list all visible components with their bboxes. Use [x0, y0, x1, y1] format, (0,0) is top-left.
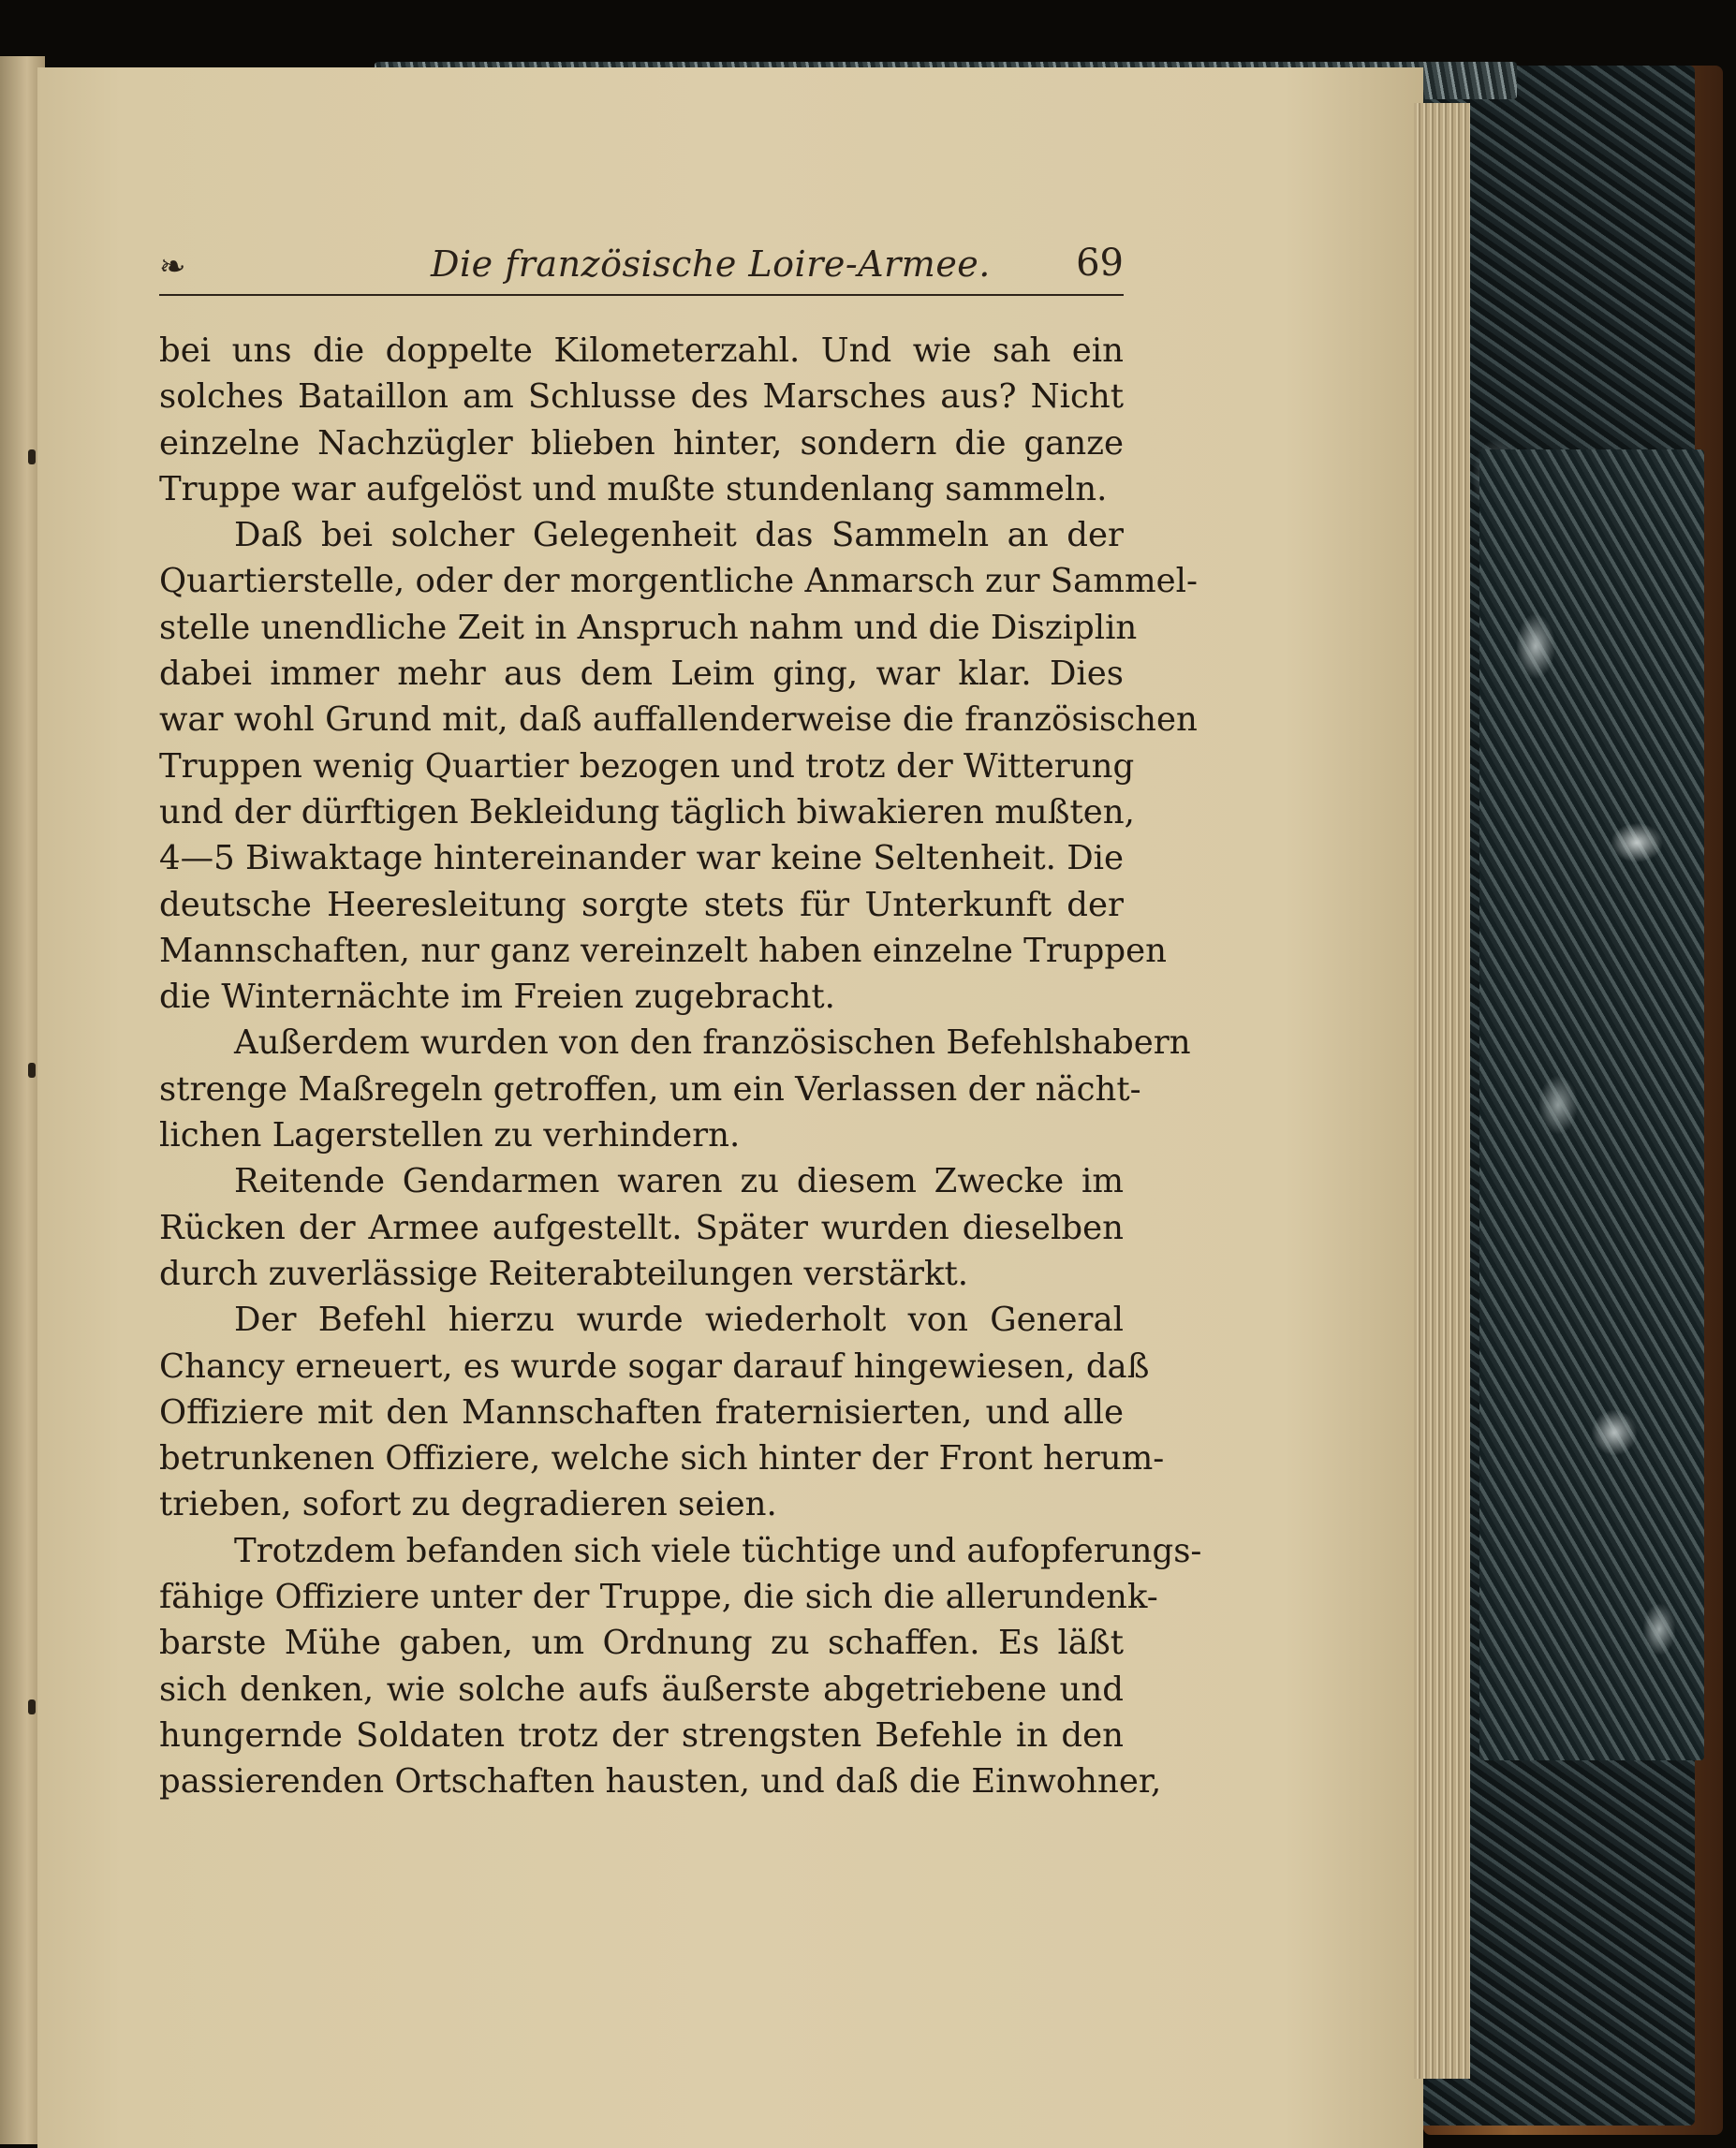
- running-title: Die französische Loire-Armee.: [431, 243, 991, 285]
- text-line: und der dürftigen Bekleidung täglich biwakieren mußten,: [159, 792, 1135, 831]
- margin-mark: [28, 1699, 36, 1714]
- header-rule: [159, 294, 1124, 296]
- text-line: durch zuverlässige Reiterabteilungen verstärkt.: [159, 1254, 969, 1293]
- text-line: hungernde Soldaten trotz der strengsten Befehle in den: [159, 1715, 1124, 1755]
- margin-mark: [28, 1063, 36, 1078]
- text-line: dabei immer mehr aus dem Leim ging, war klar. Dies: [159, 655, 1124, 694]
- text-line: Außerdem wurden von den französischen Befehlshabern: [234, 1023, 1191, 1063]
- text-line: sich denken, wie solche aufs äußerste abgetriebene und: [159, 1670, 1124, 1709]
- text-line: Der Befehl hierzu wurde wiederholt von General: [234, 1301, 1124, 1340]
- text-line: Offiziere mit den Mannschaften fraternisierten, und alle: [159, 1392, 1124, 1432]
- text-line: war wohl Grund mit, daß auffallenderweise die französischen: [159, 700, 1198, 740]
- margin-mark: [28, 449, 36, 464]
- text-line: 4—5 Biwaktage hintereinander war keine Seltenheit. Die: [159, 839, 1125, 878]
- cover-marble-pattern: [1479, 449, 1704, 1760]
- page-header: [159, 234, 1124, 290]
- text-line: lichen Lagerstellen zu verhindern.: [159, 1116, 741, 1155]
- text-line: Mannschaften, nur ganz vereinzelt haben einzelne Truppen: [159, 931, 1168, 970]
- text-line: solches Bataillon am Schlusse des Marsches aus? Nicht: [159, 377, 1124, 417]
- text-line: strenge Maßregeln getroffen, um ein Verlassen der nächt-: [159, 1069, 1141, 1109]
- text-line: Rücken der Armee aufgestellt. Später wurden dieselben: [159, 1208, 1124, 1247]
- page-number: 69: [1076, 242, 1124, 285]
- text-line: Chancy erneuert, es wurde sogar darauf hingewiesen, daß: [159, 1346, 1150, 1386]
- ornament-icon: ❧: [159, 248, 186, 286]
- text-line: Quartierstelle, oder der morgentliche Anmarsch zur Sammel-: [159, 562, 1198, 601]
- text-line: einzelne Nachzügler blieben hinter, sondern die ganze: [159, 423, 1124, 463]
- text-line: barste Mühe gaben, um Ordnung zu schaffen. Es läßt: [159, 1624, 1124, 1663]
- text-line: Reitende Gendarmen waren zu diesem Zwecke im: [234, 1162, 1124, 1201]
- text-line: die Winternächte im Freien zugebracht.: [159, 978, 835, 1017]
- page-stack-edges: [1414, 103, 1470, 2079]
- text-line: Truppen wenig Quartier bezogen und trotz der Witterung: [159, 746, 1135, 786]
- text-line: stelle unendliche Zeit in Anspruch nahm und die Disziplin: [159, 608, 1138, 647]
- text-line: trieben, sofort zu degradieren seien.: [159, 1485, 777, 1524]
- text-line: Truppe war aufgelöst und mußte stundenlang sammeln.: [159, 469, 1108, 508]
- text-line: Daß bei solcher Gelegenheit das Sammeln an der: [234, 516, 1124, 555]
- text-line: betrunkenen Offiziere, welche sich hinter der Front herum-: [159, 1439, 1165, 1479]
- text-line: bei uns die doppelte Kilometerzahl. Und wie sah ein: [159, 331, 1124, 370]
- margin-marks: [28, 449, 47, 1760]
- text-line: passierenden Ortschaften hausten, und daß die Einwohner,: [159, 1762, 1162, 1802]
- text-line: deutsche Heeresleitung sorgte stets für Unterkunft der: [159, 885, 1124, 924]
- text-line: Trotzdem befanden sich viele tüchtige und aufopferungs-: [234, 1531, 1202, 1570]
- text-line: fähige Offiziere unter der Truppe, die sich die allerundenk-: [159, 1578, 1158, 1617]
- body-text: [159, 328, 1202, 1805]
